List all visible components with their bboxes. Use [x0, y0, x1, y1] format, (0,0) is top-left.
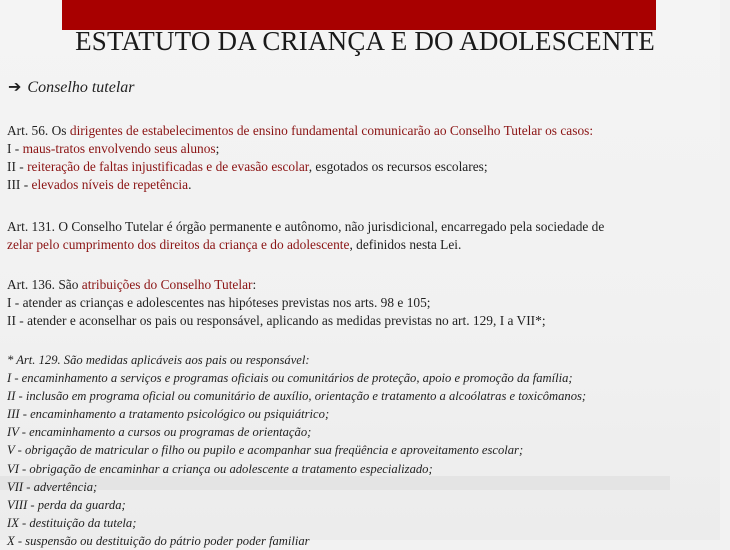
art56-block	[7, 122, 593, 194]
text-run: , definidos nesta Lei.	[349, 237, 462, 252]
text-run: Art. 136. São	[7, 277, 82, 292]
art129-line: I - encaminhamento a serviços e programas oficiais ou comunitários de proteção, apoio e promoção da família;	[7, 371, 573, 386]
text-run: II -	[7, 159, 28, 174]
art129-line: X - suspensão ou destituição do pátrio poder poder familiar	[7, 533, 310, 548]
art129-line: VII - advertência;	[7, 479, 98, 494]
art129-line: IX - destituição da tutela;	[7, 515, 137, 530]
highlight-text: reiteração de faltas injustificadas e de evasão escolar	[27, 159, 309, 174]
art136-line3: II - atender e aconselhar os pais ou responsável, aplicando as medidas previstas no art. 129, I a VII*;	[7, 313, 546, 328]
art129-line: III - encaminhamento a tratamento psicológico ou psiquiátrico;	[7, 407, 330, 422]
text-run: ;	[215, 141, 220, 156]
art129-line: V - obrigação de matricular o filho ou pupilo e acompanhar sua freqüência e aproveitamento escolar;	[7, 443, 524, 458]
highlight-text: maus-tratos envolvendo seus alunos	[22, 141, 216, 156]
art56-line4	[7, 176, 593, 194]
text-run: I -	[7, 141, 23, 156]
art56-line1	[7, 122, 593, 140]
art56-line3	[7, 158, 593, 176]
subtitle	[8, 77, 135, 97]
art129-line: * Art. 129. São medidas aplicáveis aos pais ou responsável:	[7, 353, 310, 367]
art136-line1	[7, 276, 546, 294]
art129-line: VI - obrigação de encaminhar a criança ou adolescente a tratamento especializado;	[7, 461, 433, 476]
art129-line: VIII - perda da guarda;	[7, 497, 126, 512]
highlight-text: elevados níveis de repetência	[31, 177, 189, 192]
subtitle-text: Conselho tutelar	[27, 79, 135, 96]
highlight-text: dirigentes de estabelecimentos de ensino fundamental comunicarão ao Conselho Tutelar os casos:	[69, 123, 594, 138]
highlight-text: atribuições do Conselho Tutelar	[81, 277, 253, 292]
highlight-text: zelar pelo cumprimento dos direitos da criança e do adolescente	[7, 237, 350, 252]
art131-line1: Art. 131. O Conselho Tutelar é órgão permanente e autônomo, não jurisdicional, encarregado pela sociedade de	[7, 219, 605, 234]
slide-title: ESTATUTO DA CRIANÇA E DO ADOLESCENTE	[75, 26, 655, 56]
art129-line: II - inclusão em programa oficial ou comunitário de auxílio, orientação e tratamento a alcoólatras e toxicômanos;	[7, 389, 587, 404]
text-run: :	[252, 277, 257, 292]
text-run: III -	[7, 177, 32, 192]
art56-line2	[7, 140, 593, 158]
art136-block	[7, 276, 546, 330]
art131-block	[7, 218, 604, 254]
art129-line: IV - encaminhamento a cursos ou programas de orientação;	[7, 425, 312, 440]
art131-line2	[7, 236, 604, 254]
art129-block	[7, 351, 586, 550]
arrow-right-icon: ➔	[8, 79, 22, 96]
art136-line2: I - atender as crianças e adolescentes nas hipóteses previstas nos arts. 98 e 105;	[7, 295, 431, 310]
text-run: , esgotados os recursos escolares;	[308, 159, 488, 174]
text-run: .	[188, 177, 192, 192]
text-run: Art. 56. Os	[7, 123, 70, 138]
